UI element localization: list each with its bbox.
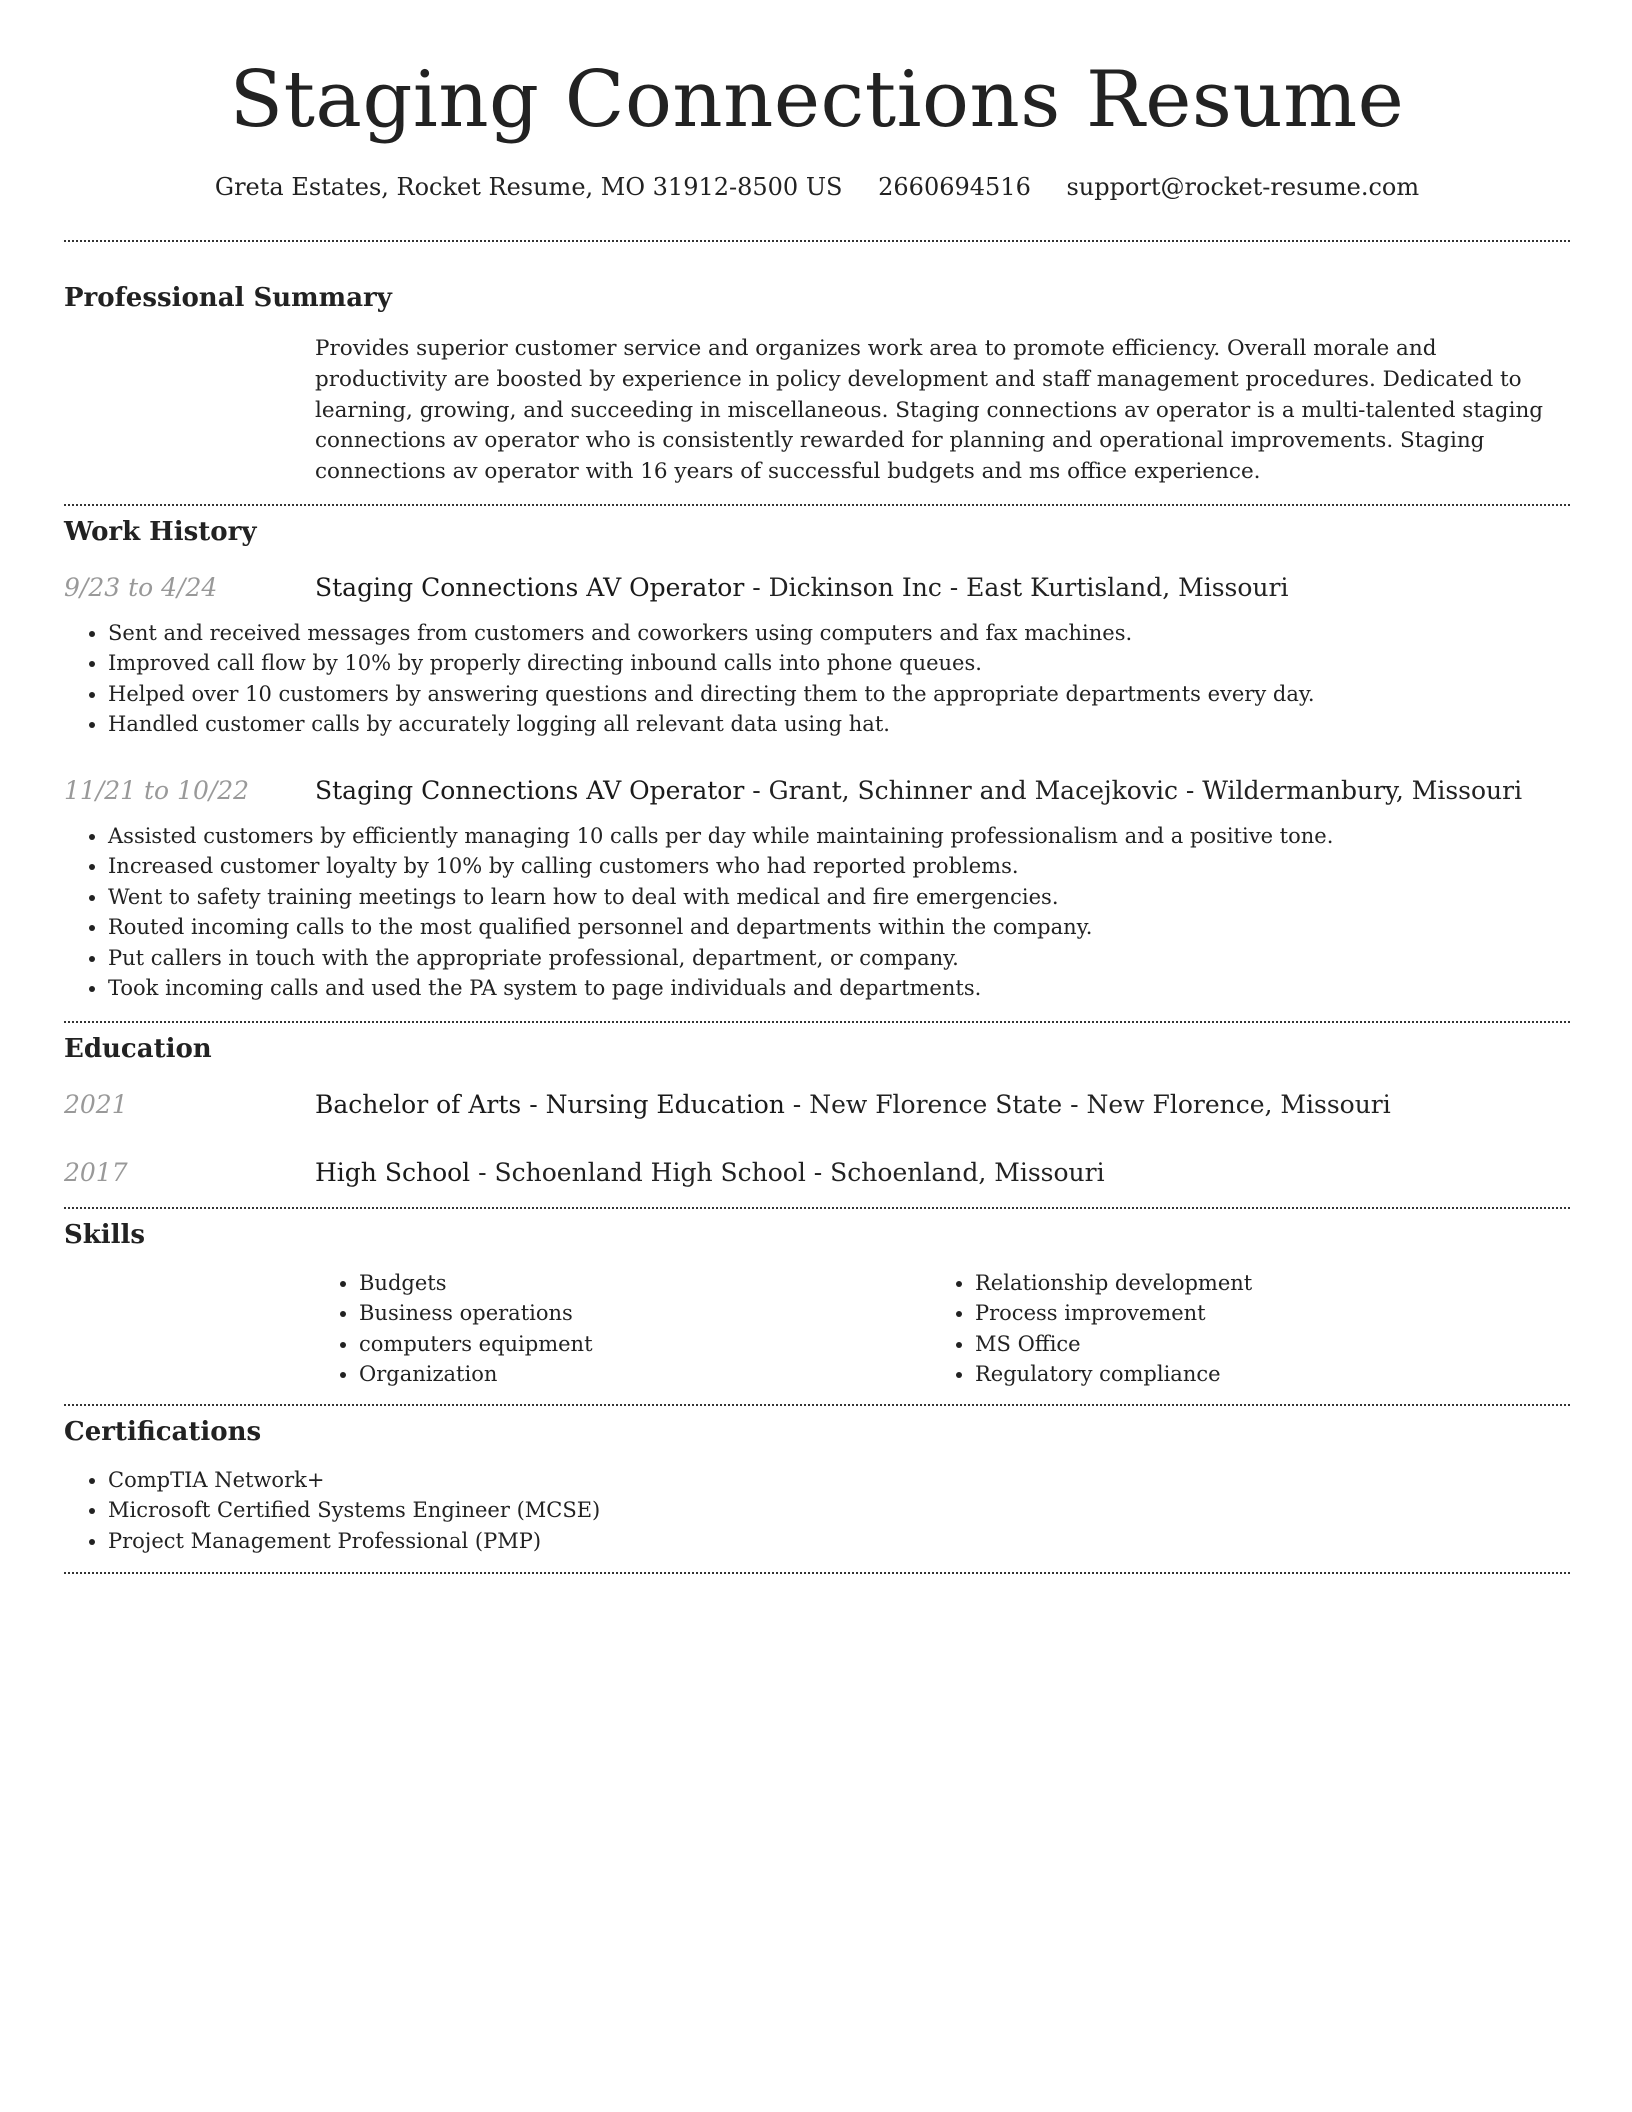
list-item: • Process improvement <box>975 1298 1591 1329</box>
education-heading <box>315 1088 1391 1122</box>
list-item: • Routed incoming calls to the most qualified personnel and departments within the company. <box>108 912 1570 943</box>
list-item: • Went to safety training meetings to learn how to deal with medical and fire emergencies. <box>108 882 1570 913</box>
list-item: • Budgets <box>359 1268 975 1299</box>
job-entry <box>64 571 1570 740</box>
list-item: • Assisted customers by efficiently managing 10 calls per day while maintaining professionalism and a positive tone. <box>108 821 1570 852</box>
education-details: - New Florence State - New Florence, Missouri <box>784 1089 1391 1119</box>
education-year: 2017 <box>64 1157 128 1187</box>
resume-page <box>64 0 1570 1574</box>
education-entry <box>64 1088 1570 1122</box>
list-item: • Business operations <box>359 1298 975 1329</box>
list-item: • Increased customer loyalty by 10% by calling customers who had reported problems. <box>108 851 1570 882</box>
contact-phone: 2660694516 <box>878 173 1031 201</box>
education-degree: Bachelor of Arts - Nursing Education <box>315 1089 785 1119</box>
work-section <box>64 506 1570 1004</box>
summary-text: Provides superior customer service and organizes work area to promote efficiency. Overall morale and productivity are boosted by experience in policy development and staff management procedures. Dedicated to learning, growing, and succeeding in miscellaneous. Staging connections av operator is a multi-talented staging connections av operator who is consistently rewarded for planning and operational improvements. Staging connections av operator with 16 years of successful budgets and ms office experience. <box>315 336 1544 485</box>
list-item: • Handled customer calls by accurately logging all relevant data using hat. <box>108 709 1570 740</box>
contact-address: Greta Estates, Rocket Resume, MO 31912-8500 US <box>214 173 843 201</box>
education-heading <box>315 1156 1105 1190</box>
section-title-summary: Professional Summary <box>64 283 392 313</box>
job-details: - Dickinson Inc - East Kurtisland, Missouri <box>744 572 1289 602</box>
job-dates: 9/23 to 4/24 <box>64 572 218 602</box>
list-item: • computers equipment <box>359 1329 975 1360</box>
skills-list-left <box>315 1268 975 1390</box>
list-item: • Organization <box>359 1359 975 1390</box>
job-bullets <box>64 618 1570 740</box>
job-details: - Grant, Schinner and Macejkovic - Wildermanbury, Missouri <box>744 775 1523 805</box>
list-item: • MS Office <box>975 1329 1591 1360</box>
job-heading <box>315 774 1522 808</box>
education-entry <box>64 1156 1570 1190</box>
section-title-work: Work History <box>64 516 257 547</box>
certifications-section <box>64 1406 1570 1557</box>
list-item: • Relationship development <box>975 1268 1591 1299</box>
education-section <box>64 1023 1570 1190</box>
list-item: • Put callers in touch with the appropriate professional, department, or company. <box>108 943 1570 974</box>
list-item: • Improved call flow by 10% by properly directing inbound calls into phone queues. <box>108 648 1570 679</box>
skills-grid <box>315 1268 1570 1390</box>
job-role: Staging Connections AV Operator <box>315 775 745 805</box>
list-item: • Took incoming calls and used the PA system to page individuals and departments. <box>108 973 1570 1004</box>
list-item: • Sent and received messages from customers and coworkers using computers and fax machines. <box>108 618 1570 649</box>
list-item: • Project Management Professional (PMP) <box>108 1526 1570 1557</box>
job-heading <box>315 571 1288 605</box>
job-dates: 11/21 to 10/22 <box>64 775 250 805</box>
divider <box>64 1572 1570 1574</box>
contact-email: support@rocket-resume.com <box>1066 173 1420 201</box>
section-title-skills: Skills <box>64 1219 146 1250</box>
job-bullets <box>64 821 1570 1004</box>
education-degree: High School <box>315 1157 471 1187</box>
list-item: • Regulatory compliance <box>975 1359 1591 1390</box>
contact-line <box>64 170 1570 204</box>
list-item: • Microsoft Certified Systems Engineer (MCSE) <box>108 1495 1570 1526</box>
summary-section <box>64 242 1570 488</box>
list-item: • Helped over 10 customers by answering questions and directing them to the appropriate departments every day. <box>108 679 1570 710</box>
education-details: - Schoenland High School - Schoenland, Missouri <box>470 1157 1105 1187</box>
certifications-list <box>64 1465 1570 1557</box>
resume-name: Staging Connections Resume <box>229 55 1405 145</box>
list-item: • CompTIA Network+ <box>108 1465 1570 1496</box>
skills-list-right <box>975 1268 1591 1390</box>
section-title-certifications: Certifications <box>64 1416 262 1447</box>
skills-section <box>64 1209 1570 1390</box>
job-role: Staging Connections AV Operator <box>315 572 745 602</box>
section-title-education: Education <box>64 1033 212 1064</box>
job-entry <box>64 774 1570 1004</box>
education-year: 2021 <box>64 1089 128 1119</box>
